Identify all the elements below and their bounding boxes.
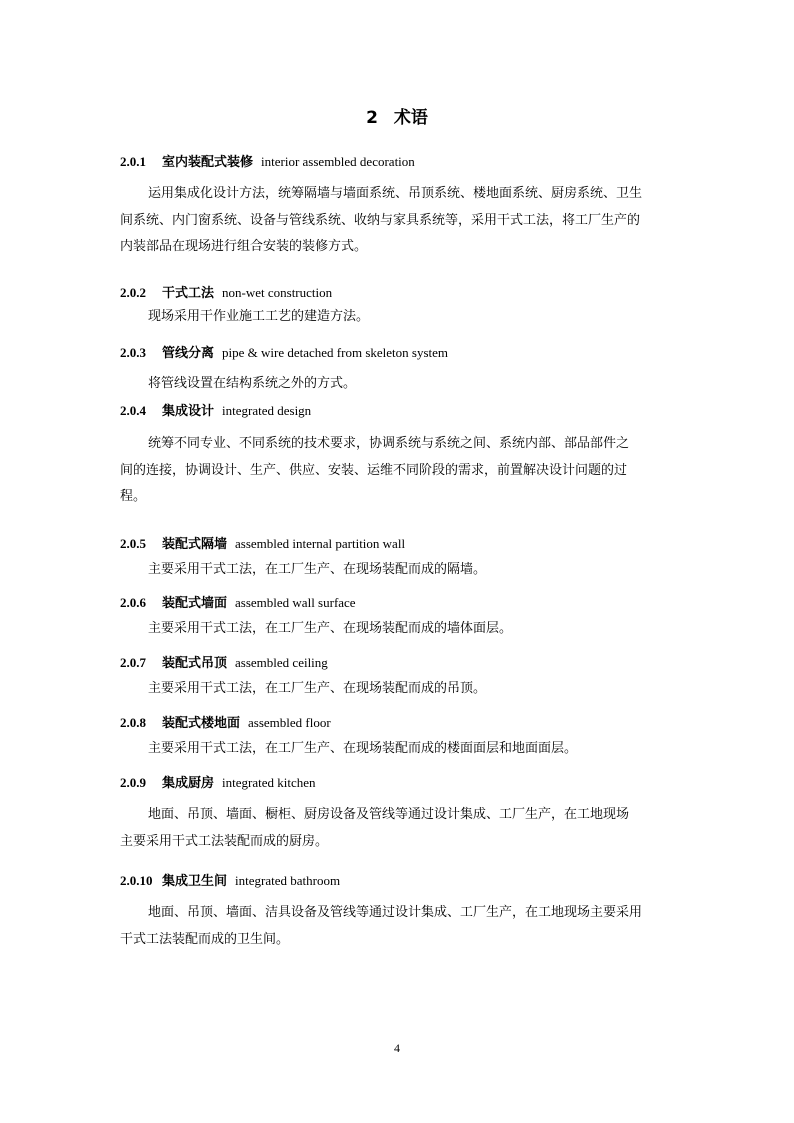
term-number: 2.0.4 [120, 403, 146, 418]
term-heading [120, 774, 680, 793]
term-heading [120, 594, 680, 613]
definition-line: 间系统、内门窗系统、设备与管线系统、收纳与家具系统等，采用干式工法，将工厂生产的 [120, 212, 641, 228]
term-english: assembled wall surface [235, 595, 356, 610]
term-definition [120, 616, 680, 643]
term-heading [120, 535, 680, 554]
term-chinese: 装配式吊顶 [162, 656, 228, 671]
term-definition [120, 802, 680, 855]
term-number: 2.0.9 [120, 775, 146, 790]
chapter-title [0, 107, 794, 129]
term-definition [120, 736, 680, 763]
term-heading [120, 872, 680, 891]
term-chinese: 集成厨房 [162, 776, 215, 791]
definition-line: 地面、吊顶、墙面、洁具设备及管线等通过设计集成、工厂生产，在工地现场主要采用 [148, 905, 643, 920]
chapter-title-text: 术语 [393, 108, 428, 128]
definition-line: 程。 [120, 489, 147, 504]
term-heading [120, 153, 680, 172]
term-english: interior assembled decoration [261, 154, 415, 169]
term-chinese: 管线分离 [162, 346, 215, 361]
definition-line: 统筹不同专业、不同系统的技术要求，协调系统与系统之间、系统内部、部品部件之 [148, 436, 630, 451]
term-english: integrated kitchen [222, 775, 316, 790]
definition-line: 主要采用干式工法装配而成的厨房。 [120, 833, 329, 849]
term-definition [120, 371, 680, 398]
term-chinese: 干式工法 [162, 286, 215, 301]
definition-line: 间的连接，协调设计、生产、供应、安装、运维不同阶段的需求，前置解决设计问题的过 [120, 462, 628, 478]
term-english: integrated design [222, 403, 312, 418]
definition-line: 内装部品在现场进行组合安装的装修方式。 [120, 239, 368, 254]
term-chinese: 集成设计 [162, 404, 215, 419]
term-number: 2.0.10 [120, 873, 153, 888]
term-number: 2.0.7 [120, 655, 146, 670]
term-definition [120, 557, 680, 584]
term-english: assembled floor [248, 715, 331, 730]
definition-line: 主要采用干式工法，在工厂生产、在现场装配而成的隔墙。 [148, 562, 487, 577]
definition-line: 将管线设置在结构系统之外的方式。 [148, 376, 357, 391]
term-heading [120, 714, 680, 733]
term-definition [120, 431, 680, 511]
term-chinese: 装配式隔墙 [162, 537, 228, 552]
term-heading [120, 402, 680, 421]
term-english: assembled internal partition wall [235, 536, 406, 551]
term-definition [120, 900, 680, 953]
definition-line: 现场采用干作业施工工艺的建造方法。 [148, 309, 370, 324]
chapter-number: 2 [366, 108, 378, 128]
term-english: non-wet construction [222, 285, 333, 300]
term-number: 2.0.6 [120, 595, 146, 610]
term-definition [120, 676, 680, 703]
definition-line: 地面、吊顶、墙面、橱柜、厨房设备及管线等通过设计集成、工厂生产，在工地现场 [148, 807, 630, 822]
definition-line: 主要采用干式工法，在工厂生产、在现场装配而成的楼面面层和地面面层。 [148, 741, 578, 756]
term-definition [120, 181, 680, 261]
definition-line: 运用集成化设计方法，统筹隔墙与墙面系统、吊顶系统、楼地面系统、厨房系统、卫生 [148, 186, 643, 201]
term-number: 2.0.2 [120, 285, 146, 300]
term-english: pipe & wire detached from skeleton system [222, 345, 449, 360]
definition-line: 主要采用干式工法，在工厂生产、在现场装配而成的墙体面层。 [148, 621, 513, 636]
definition-line: 干式工法装配而成的卫生间。 [120, 931, 290, 947]
term-number: 2.0.5 [120, 536, 146, 551]
term-number: 2.0.3 [120, 345, 146, 360]
term-heading [120, 344, 680, 363]
term-chinese: 集成卫生间 [162, 874, 228, 889]
term-english: integrated bathroom [235, 873, 341, 888]
term-chinese: 室内装配式装修 [162, 155, 254, 170]
term-english: assembled ceiling [235, 655, 328, 670]
term-heading [120, 654, 680, 673]
term-definition [120, 304, 680, 331]
term-number: 2.0.8 [120, 715, 146, 730]
term-chinese: 装配式楼地面 [162, 716, 241, 731]
definition-line: 主要采用干式工法，在工厂生产、在现场装配而成的吊顶。 [148, 681, 487, 696]
term-number: 2.0.1 [120, 154, 146, 169]
term-heading [120, 284, 680, 303]
page-number: 4 [394, 1041, 400, 1055]
term-chinese: 装配式墙面 [162, 596, 228, 611]
